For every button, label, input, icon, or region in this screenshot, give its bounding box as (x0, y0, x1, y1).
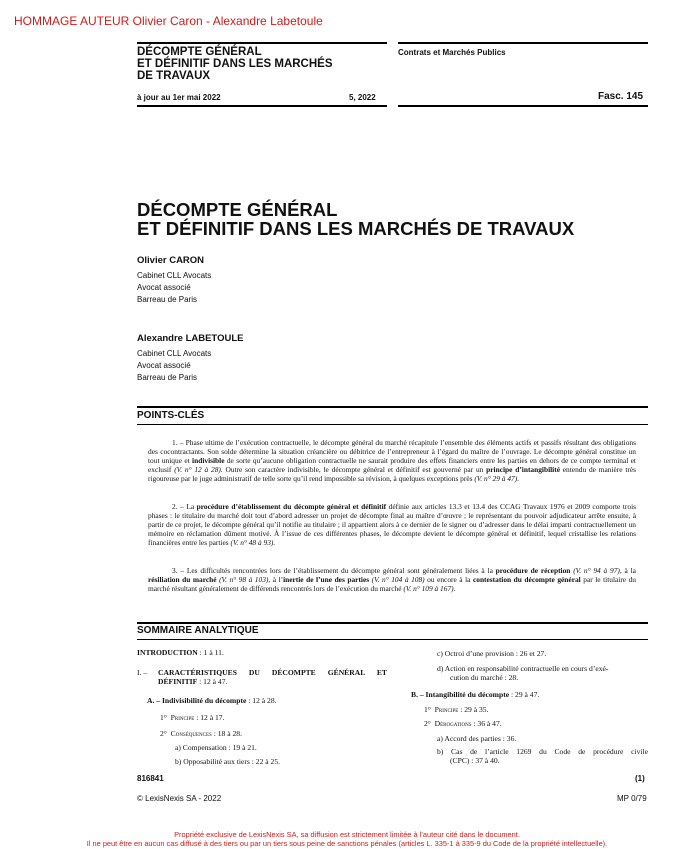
toc-introduction[interactable] (137, 648, 224, 657)
p3-bold-c: inertie de l’une des parties (283, 575, 370, 584)
toc-intro-label: INTRODUCTION (137, 648, 198, 657)
toc-b2b-line1: b) Cas de l’article 1269 du Code de procédure civile (437, 747, 648, 756)
toc-a2d-line1: d) Action en responsabilité contractuelle en cours d’exé- (437, 664, 609, 673)
p3-bold-a: procédure de réception (495, 566, 571, 575)
p1-text-a: 1. – Phase ultime de l’exécution contractuelle, le décompte général du marché récapitule l’ensemble des éléments actifs et passifs résultant des obligations des cocontractants. Son solde détermine la situation créancière ou débitrice de l’entrepreneur à l’égard du maître de l’ouvrage. Le décompte général constitue un tout unique et (148, 438, 636, 465)
toc-b2b-line2: (CPC) : 37 à 40. (450, 756, 500, 765)
toc-section-b[interactable] (411, 690, 539, 699)
p1-bold-a: indivisible (192, 456, 225, 465)
toc-a1-range: : 12 à 17. (194, 713, 225, 722)
footer-page: (1) (635, 774, 645, 783)
p1-ref-a: (V. n° 12 à 28). (174, 465, 223, 474)
sommaire-heading: SOMMAIRE ANALYTIQUE (137, 625, 259, 636)
toc-part-1-line1[interactable] (158, 668, 387, 677)
header-title (137, 46, 333, 82)
toc-b-range: : 29 à 47. (509, 690, 540, 699)
p3-text-a: 3. – Les difficultés rencontrées lors de l’établissement du décompte général sont généralement liées à la (172, 566, 496, 575)
toc-b-label: B. – Intangibilité du décompte (411, 690, 510, 699)
watermark-top: HOMMAGE AUTEUR Olivier Caron - Alexandre Labetoule (14, 14, 323, 28)
point-cle-2 (148, 502, 636, 547)
header-update: à jour au 1er mai 2022 (137, 93, 221, 102)
author-1 (137, 255, 211, 306)
toc-a2d[interactable] (437, 664, 608, 682)
p1-bold-b: principe d’intangibilité (486, 465, 560, 474)
author-2-firm: Cabinet CLL Avocats (137, 349, 212, 358)
p3-text-c: , à l’ (268, 575, 284, 584)
author-2-role: Avocat associé (137, 361, 191, 370)
author-2-bar: Barreau de Paris (137, 373, 198, 382)
header-bottom-rule-left (137, 105, 387, 107)
author-1-firm: Cabinet CLL Avocats (137, 271, 212, 280)
p1-text-b: de sorte qu’aucune obligation contractuelle ne saurait produire des effets financiers entre les parties en dehors de ce compte terminal et exclusif (148, 456, 636, 474)
p2-text-a: 2. – La (172, 502, 197, 511)
toc-b2[interactable] (424, 719, 502, 728)
toc-b2-num: 2° (424, 719, 431, 728)
toc-a2-range: : 18 à 28. (211, 729, 242, 738)
toc-section-a[interactable] (147, 696, 277, 705)
p3-text-b: , à la (619, 566, 636, 575)
p3-text-d: ou encore à la (424, 575, 473, 584)
author-1-bar: Barreau de Paris (137, 295, 198, 304)
p3-text-e: par le titulaire du marché résultant généralement de différends rencontrés lors de l’exécution du marché (148, 575, 636, 593)
points-cles-rule (137, 406, 648, 408)
toc-a2[interactable] (160, 729, 242, 738)
p3-ref-d: (V. n° 109 à 167). (403, 584, 456, 593)
header-rule-left (137, 42, 387, 44)
toc-a-label: A. – Indivisibilité du décompte (147, 696, 247, 705)
toc-a2c[interactable]: c) Octroi d’une provision : 26 et 27. (437, 649, 547, 658)
header-title-line2: ET DÉFINITIF DANS LES MARCHÉS (137, 58, 333, 70)
header-title-line1: DÉCOMPTE GÉNÉRAL (137, 46, 262, 58)
points-cles-heading: POINTS-CLÉS (137, 410, 205, 421)
main-title-line1: DÉCOMPTE GÉNÉRAL (137, 199, 338, 220)
toc-b1-range: : 29 à 35. (458, 705, 489, 714)
toc-a-range: : 12 à 28. (246, 696, 277, 705)
p2-ref: (V. n° 48 à 93). (230, 538, 276, 547)
header-title-line3: DE TRAVAUX (137, 70, 211, 82)
toc-part-1-label-a: CARACTÉRISTIQUES DU DÉCOMPTE GÉNÉRAL ET (158, 668, 387, 677)
header-fasc: Fasc. 145 (598, 91, 644, 102)
p3-ref-b: (V. n° 98 à 103) (219, 575, 269, 584)
toc-a2b[interactable]: b) Opposabilité aux tiers : 22 à 25. (175, 757, 281, 766)
points-cles-underline (137, 424, 648, 425)
toc-b1-num: 1° (424, 705, 431, 714)
footer-notice-line2: Il ne peut être en aucun cas diffusé à des tiers ou par un tiers sous peine de sanctions pénales (articles L. 335-1 à 335-9 du Code de la propriété intellectuelle). (86, 839, 608, 848)
p3-bold-d: contestation du décompte général (472, 575, 581, 584)
toc-a2-label: Conséquences (170, 729, 212, 738)
header-issue: 5, 2022 (349, 93, 376, 102)
p1-text-d: entendu de manière très rigoureuse par le juge administratif de telle sorte qu’il rend impossible sa révision, à quelques exceptions près (148, 465, 637, 483)
toc-a1-label: Principe (170, 713, 195, 722)
header-collection: Contrats et Marchés Publics (398, 48, 506, 57)
point-cle-1 (148, 438, 636, 483)
p2-text-b: définie aux articles 13.3 et 13.4 des CCAG Travaux 1976 et 2009 comporte trois phases : le titulaire du marché doit tout d’abord adresser un projet de décompte final au maître d’œuvre ; le représentant du pouvoir adjudicateur arrête ensuite, à partir de ce projet, le décompte général qu’il notifie au titulaire ; il appartient alors à ce dernier de le signer ou d’adresser dans le délai imparti contractuellement un mémoire en réclamation dûment motivé. À l’issue de ces différentes phases, le décompte devient le décompte général et définitif, lequel cristallise les relations financières entre les parties (148, 502, 637, 547)
footer-notice-line1: Propriété exclusive de LexisNexis SA, sa diffusion est strictement limitée à l’auteur cité dans le document. (174, 830, 520, 839)
footer-mp: MP 0/79 (617, 794, 647, 803)
toc-a2d-line2: cution du marché : 28. (450, 673, 519, 682)
author-2 (137, 333, 243, 384)
toc-b1[interactable] (424, 705, 488, 714)
toc-part-1-num: I. – (137, 668, 148, 677)
toc-b2b[interactable] (437, 747, 648, 765)
toc-b2-range: : 36 à 47. (471, 719, 502, 728)
toc-b2-label: Dérogations (434, 719, 472, 728)
toc-part-1-label-b: DÉFINITIF (158, 677, 198, 686)
main-title-line2: ET DÉFINITIF DANS LES MARCHÉS DE TRAVAUX (137, 218, 575, 239)
sommaire-underline (137, 639, 648, 640)
toc-a1-num: 1° (160, 713, 167, 722)
p1-ref-b: (V. n° 29 à 47). (474, 474, 520, 483)
toc-part-1-range: : 12 à 47. (197, 677, 228, 686)
author-2-name: Alexandre LABETOULE (137, 333, 244, 344)
header-bottom-rule-right (398, 105, 648, 107)
p3-ref-c: (V. n° 104 à 108) (371, 575, 425, 584)
header-rule-right (398, 42, 648, 44)
p3-bold-b: résiliation du marché (148, 575, 217, 584)
p2-bold: procédure d’établissement du décompte général et définitif (196, 502, 387, 511)
main-title (137, 200, 574, 238)
toc-a1[interactable] (160, 713, 224, 722)
toc-part-1-line2[interactable] (158, 677, 227, 686)
point-cle-3 (148, 566, 636, 593)
toc-b1-label: Principe (434, 705, 459, 714)
toc-b2a[interactable]: a) Accord des parties : 36. (437, 734, 517, 743)
sommaire-rule (137, 622, 648, 624)
author-1-role: Avocat associé (137, 283, 191, 292)
p3-ref-a: (V. n° 94 à 97) (573, 566, 620, 575)
toc-intro-range: : 1 à 11. (197, 648, 224, 657)
footer-copyright: © LexisNexis SA - 2022 (137, 794, 222, 803)
toc-a2-num: 2° (160, 729, 167, 738)
footer-notice (0, 830, 694, 848)
author-1-name: Olivier CARON (137, 255, 205, 266)
p1-text-c: Outre son caractère indivisible, le décompte général et définitif est gouverné par un (222, 465, 487, 474)
footer-ref: 816841 (137, 774, 164, 783)
toc-a2a[interactable]: a) Compensation : 19 à 21. (175, 743, 257, 752)
